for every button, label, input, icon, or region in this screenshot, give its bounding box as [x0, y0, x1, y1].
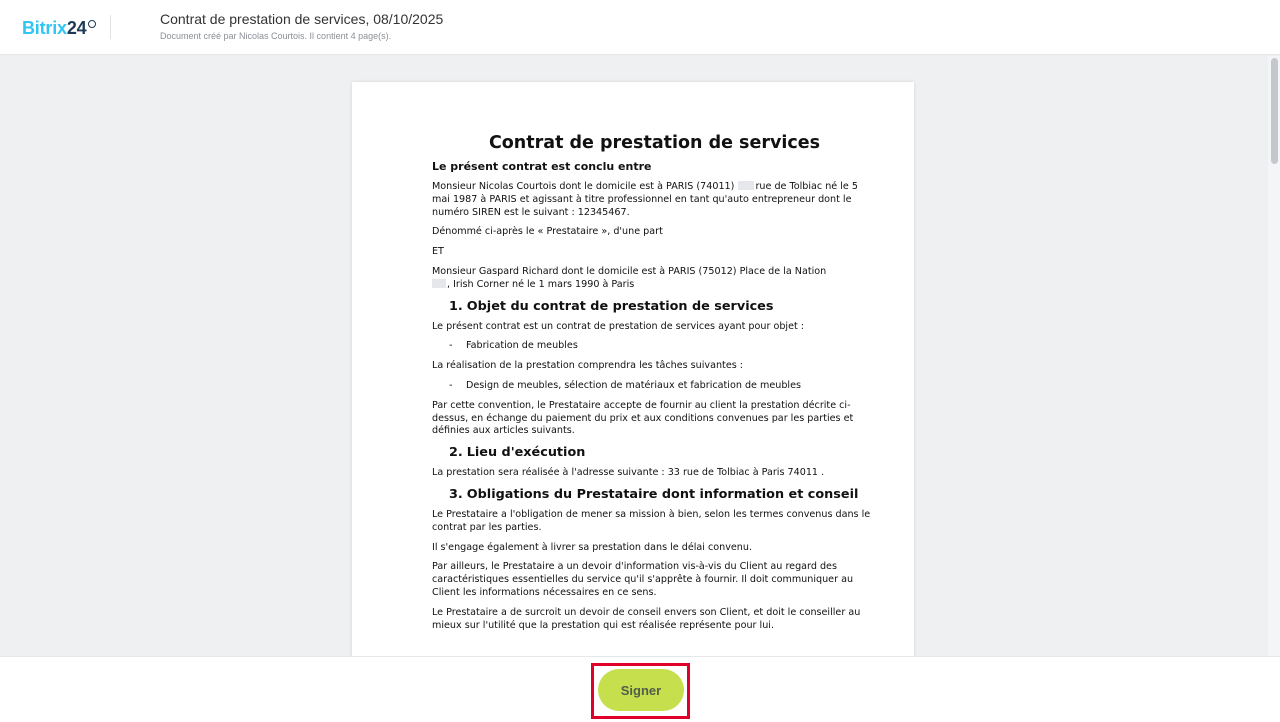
section-2-number: 2. — [449, 445, 463, 461]
app-header — [0, 0, 1280, 55]
section-1-heading — [432, 299, 877, 315]
bullet-dash: - — [449, 340, 453, 352]
section-3-paragraph-1: Le Prestataire a l'obligation de mener sa mission à bien, selon les termes convenus dans le contrat par les parties. — [432, 508, 871, 533]
section-1-bullet-1 — [432, 340, 877, 353]
designation-paragraph: Dénommé ci-après le « Prestataire », d'une part — [432, 226, 663, 238]
party-2-text-b: , Irish Corner né le 1 mars 1990 à Paris — [447, 278, 635, 290]
header-divider — [110, 15, 111, 39]
bullet-text: Fabrication de meubles — [466, 340, 578, 352]
section-1-paragraph-3: Par cette convention, le Prestataire accepte de fournir au client la prestation décrite ci-dessus, en échange du paiement du prix et aux conditions convenues par les parties et définies aux articles suivants. — [432, 399, 854, 437]
action-footer — [0, 656, 1280, 722]
and-paragraph: ET — [432, 246, 444, 258]
party-1-text-b: rue de Tolbiac né le 5 mai 1987 à PARIS et agissant à titre professionnel en tant qu'auto entrepreneur dont le numéro SIREN est le suivant : 12345467. — [432, 181, 858, 218]
scrollbar-thumb[interactable] — [1271, 58, 1278, 164]
section-1-title: Objet du contrat de prestation de services — [466, 298, 774, 314]
party-2-text-a: Monsieur Gaspard Richard dont le domicile est à PARIS (75012) Place de la Nation — [432, 265, 827, 277]
section-3-heading — [432, 487, 877, 503]
section-2-heading — [432, 445, 877, 461]
contract-lead: Le présent contrat est conclu entre — [432, 160, 652, 173]
document-subtitle: Document créé par Nicolas Courtois. Il contient 4 page(s). — [160, 31, 392, 41]
section-1-number: 1. — [449, 298, 463, 314]
section-1-paragraph-1: Le présent contrat est un contrat de prestation de services ayant pour objet : — [432, 320, 805, 332]
logo-number: 24 — [66, 18, 87, 38]
document-page — [352, 82, 914, 656]
section-1-bullet-2 — [432, 380, 877, 393]
party-1-text-a: Monsieur Nicolas Courtois dont le domicile est à PARIS (74011) — [432, 181, 735, 192]
section-3-number: 3. — [449, 486, 463, 502]
party-2-paragraph — [432, 266, 877, 292]
bitrix24-logo[interactable] — [22, 18, 96, 39]
section-3-paragraph-2: Il s'engage également à livrer sa prestation dans le délai convenu. — [432, 541, 753, 553]
party-1-paragraph — [432, 181, 877, 219]
redacted-text — [432, 279, 446, 288]
section-3-paragraph-4: Le Prestataire a de surcroit un devoir de conseil envers son Client, et doit le conseiller au mieux sur l'utilité que la prestation qui est réalisée représente pour lui. — [432, 606, 861, 631]
section-1-paragraph-2: La réalisation de la prestation comprendra les tâches suivantes : — [432, 360, 743, 372]
page-content — [432, 132, 877, 639]
redacted-text — [738, 181, 754, 190]
bullet-dash: - — [449, 379, 453, 391]
document-title: Contrat de prestation de services, 08/10/2025 — [160, 11, 444, 27]
logo-text: Bitrix — [22, 18, 67, 38]
clock-icon — [88, 20, 96, 28]
sign-button[interactable]: Signer — [598, 669, 684, 711]
document-viewer[interactable] — [0, 56, 1268, 656]
section-3-title: Obligations du Prestataire dont information et conseil — [466, 486, 859, 502]
bullet-text: Design de meubles, sélection de matériaux et fabrication de meubles — [466, 379, 801, 391]
contract-title: Contrat de prestation de services — [488, 133, 821, 153]
section-3-paragraph-3: Par ailleurs, le Prestataire a un devoir d'information vis-à-vis du Client au regard des caractéristiques essentielles du service qu'il s'apprête à fournir. Il doit communiquer au Client les informations nécessaires en ce sens. — [432, 561, 854, 598]
section-2-paragraph-1: La prestation sera réalisée à l'adresse suivante : 33 rue de Tolbiac à Paris 74011 . — [432, 467, 825, 479]
section-2-title: Lieu d'exécution — [466, 445, 586, 461]
